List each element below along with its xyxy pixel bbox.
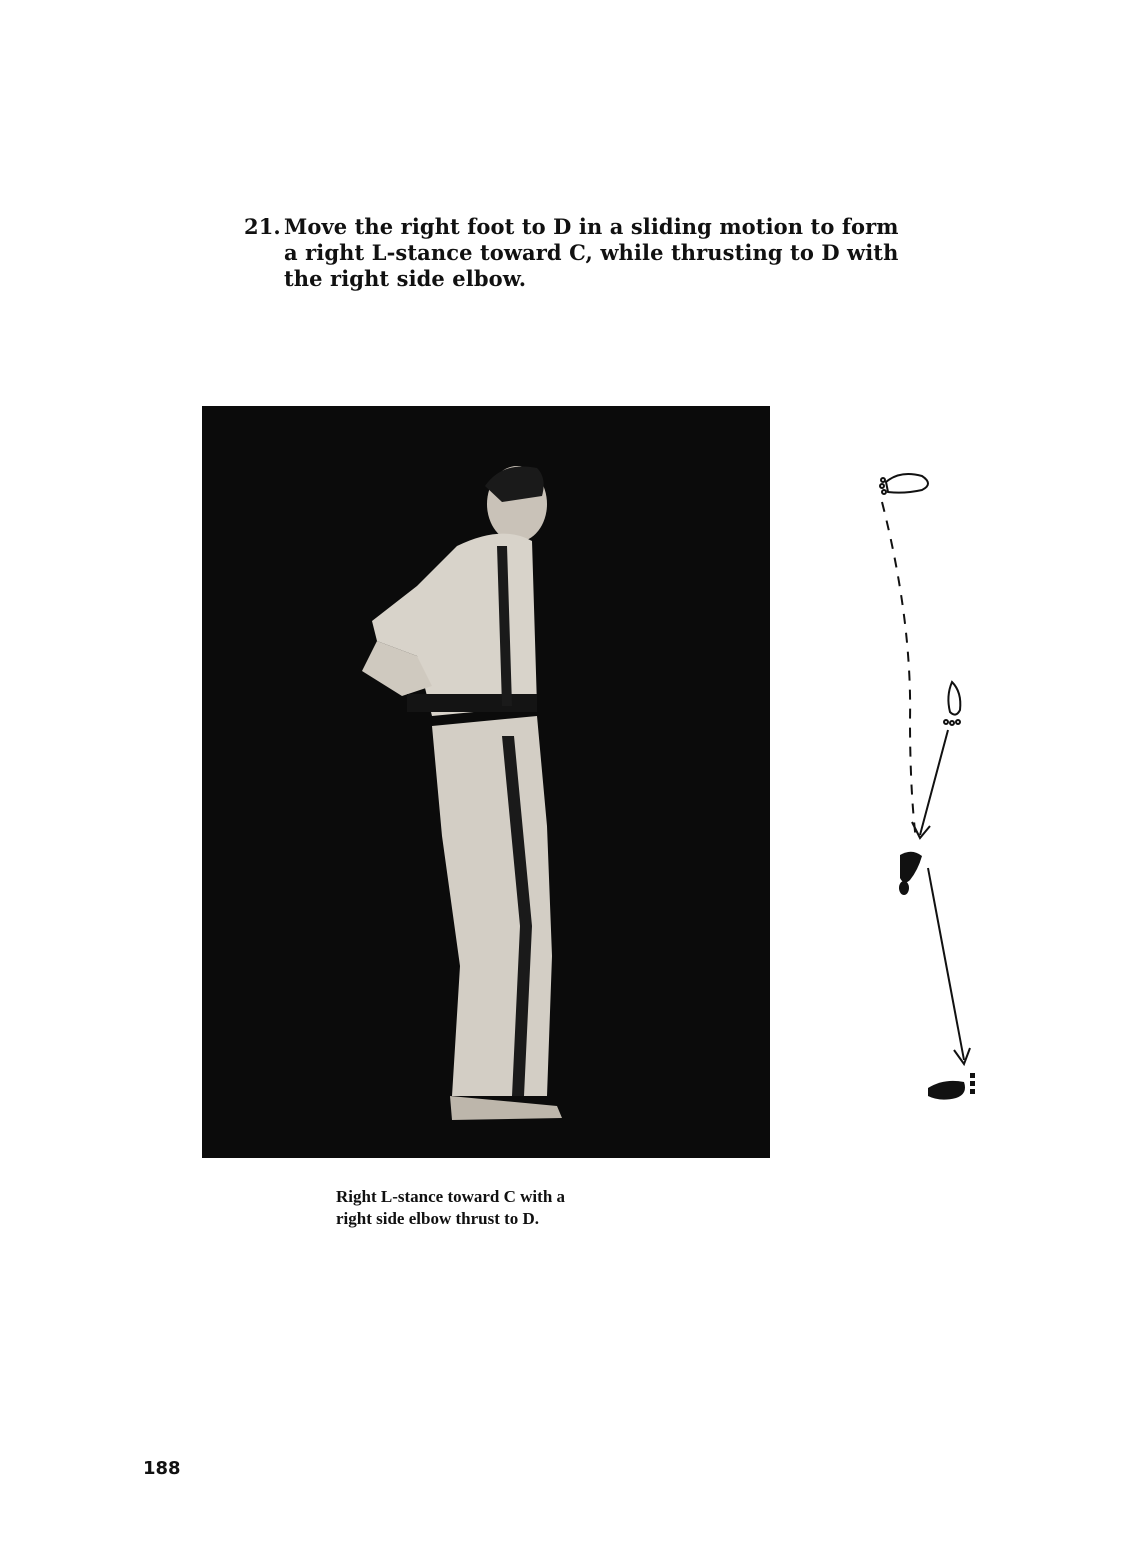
footprint-outline-top bbox=[880, 474, 928, 494]
person-icon bbox=[202, 406, 770, 1158]
instruction-number: 21. bbox=[244, 214, 281, 239]
footprint-solid-middle bbox=[899, 852, 922, 895]
photo-caption bbox=[336, 1186, 696, 1230]
instruction-text: Move the right foot to D in a sliding motion to form a right L-stance toward C, while thrusting to D with the right side elbow. bbox=[284, 214, 899, 291]
caption-line-1: Right L-stance toward C with a bbox=[336, 1187, 566, 1206]
instruction-paragraph bbox=[244, 214, 904, 292]
footwork-diagram bbox=[860, 460, 1000, 1110]
page-number: 188 bbox=[143, 1458, 181, 1479]
footprint-icon bbox=[860, 460, 1000, 1110]
footprint-outline-middle bbox=[944, 682, 960, 725]
caption-line-2: right side elbow thrust to D. bbox=[336, 1209, 540, 1228]
stance-photo bbox=[202, 406, 770, 1158]
footprint-solid-bottom bbox=[928, 1073, 975, 1100]
